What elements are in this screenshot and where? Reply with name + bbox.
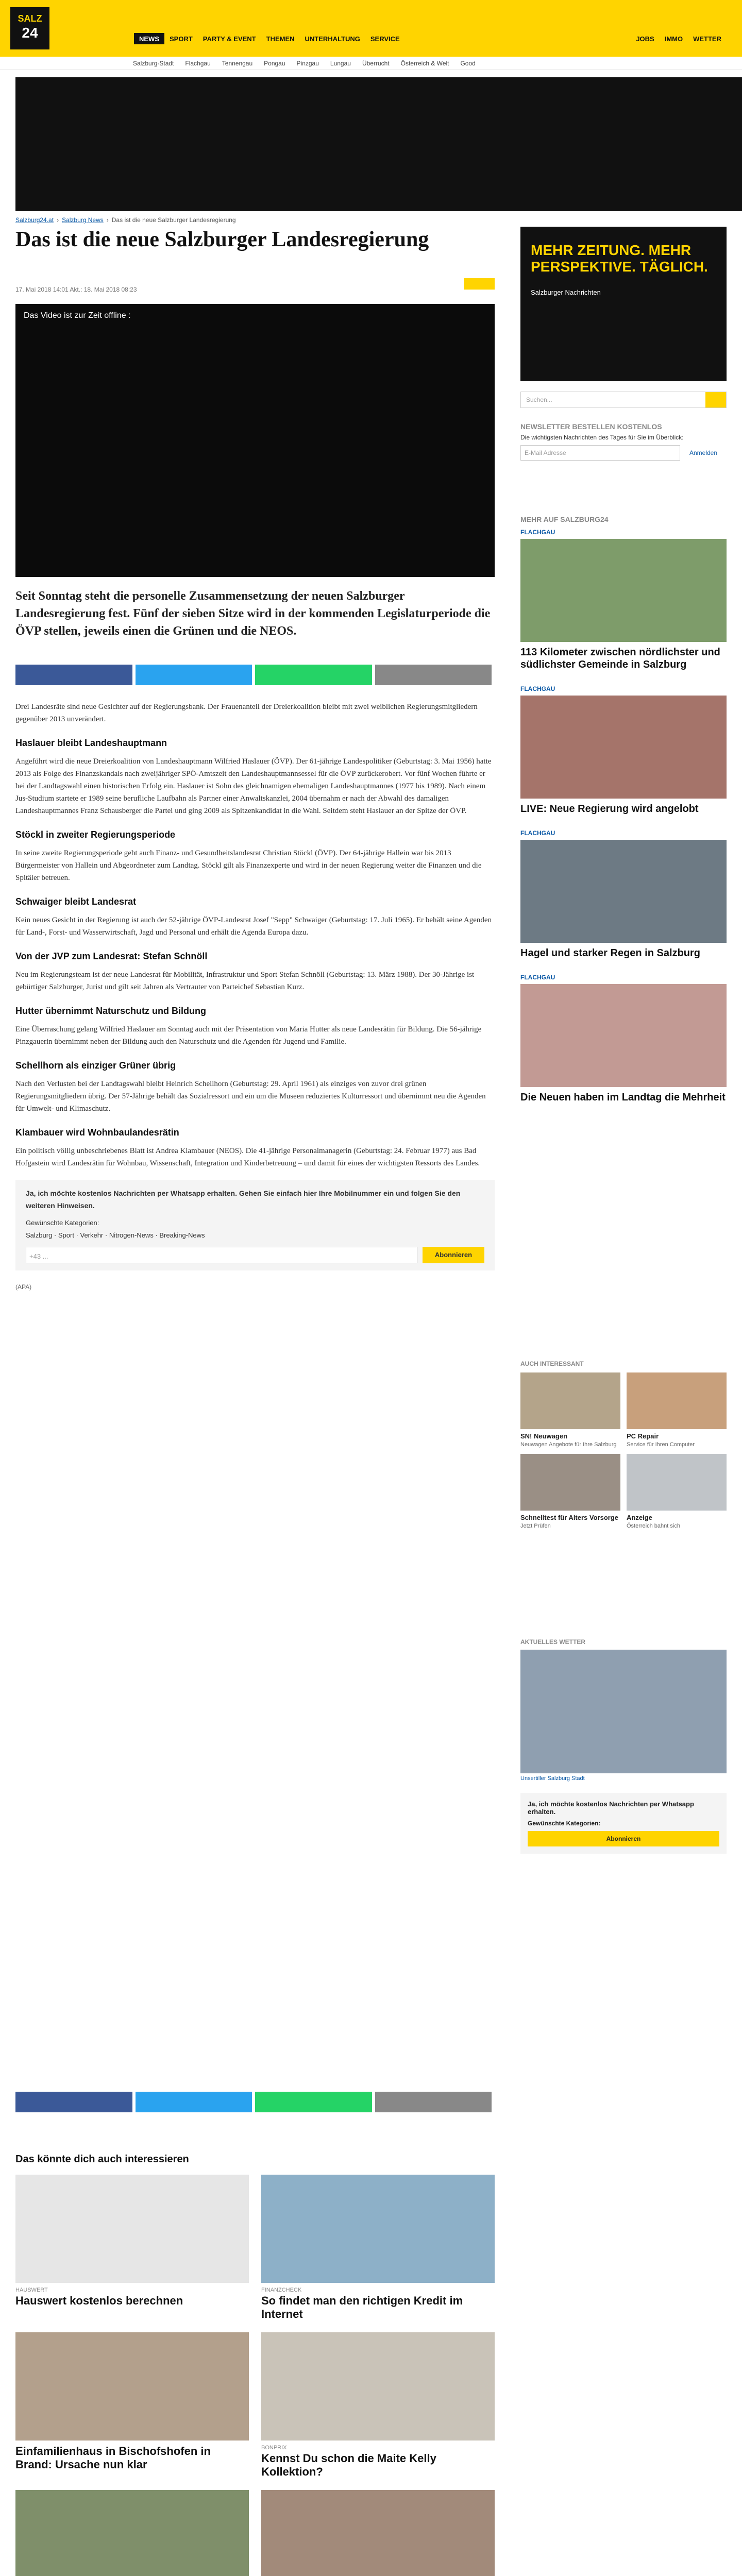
recommended-image[interactable] (261, 2490, 495, 2576)
header (0, 0, 742, 57)
secondary-navigation (631, 33, 727, 45)
sponsored-card[interactable] (627, 1372, 727, 1448)
section-text: Eine Überraschung gelang Wilfried Haslauer am Sonntag auch mit der Präsentation von Maria Hutter als neue Landesrätin für Bildung. Die 56-jährige Pinzgauerin übernimmt neben der Bildung auch den Naturschutz und die Agenden für Jugend und Familie. (15, 1025, 482, 1046)
sidebar-article[interactable] (520, 685, 727, 815)
subnav-item[interactable]: Lungau (330, 60, 351, 67)
sidebar-article-label: FLACHGAU (520, 974, 555, 981)
sidebar-promo-button[interactable]: Abonnieren (528, 1831, 719, 1846)
sidebar-article-headline[interactable]: LIVE: Neue Regierung wird angelobt (520, 803, 699, 815)
sidebar-article-label: FLACHGAU (520, 685, 555, 692)
sidebar-article[interactable] (520, 829, 727, 959)
section-text: Ein politisch völlig unbeschriebenes Blatt ist Andrea Klambauer (NEOS). Die 41-jährige Personalmanagerin (Geburtstag: 24. Februar 1977) aus Bad Hofgastein wird Landesrätin für Wohnbau, Wissenschaft, Integration und Kinderbetreuung – und damit für eines der wichtigsten Ressorts des Landes. (15, 1147, 480, 1167)
sponsored-subline: Jetzt Prüfen (520, 1523, 551, 1529)
region-navigation (0, 57, 742, 70)
site-logo[interactable] (10, 7, 49, 49)
logo-text: SALZ (18, 13, 42, 24)
twitter-share-button[interactable] (136, 2092, 252, 2112)
nav-party-event[interactable]: PARTY & EVENT (203, 35, 256, 43)
main-navigation (134, 33, 405, 44)
breadcrumb-home[interactable]: Salzburg24.at (15, 216, 54, 224)
section-text: Nach den Verlusten bei der Landtagswahl bleibt Heinrich Schellhorn (Geburtstag: 29. April 1961) als einziges von zuvor drei grünen Regierungsmitgliedern übrig. Der 57-Jährige behält das Sozialressort und ein um die Museen reduziertes Kulturressort und übernimmt neu die Agenden für Umwelt- und Klimaschutz. (15, 1080, 486, 1113)
nav-news[interactable]: NEWS (134, 33, 164, 44)
whatsapp-subscribe-button[interactable]: Abonnieren (423, 1247, 484, 1263)
whatsapp-share-button[interactable] (255, 665, 372, 685)
whatsapp-share-button[interactable] (255, 2092, 372, 2112)
whatsapp-number-input[interactable]: +43 ... (26, 1247, 417, 1263)
nav-immo[interactable]: IMMO (664, 35, 683, 43)
recommended-image[interactable] (261, 2332, 495, 2441)
nav-unterhaltung[interactable]: UNTERHALTUNG (305, 35, 360, 43)
recommended-title: Das könnte dich auch interessieren (15, 2154, 189, 2165)
section-heading: Schwaiger bleibt Landesrat (15, 896, 137, 907)
mail-share-button[interactable] (375, 2092, 492, 2112)
recommended-image[interactable] (15, 2175, 249, 2283)
sidebar-article-label: FLACHGAU (520, 529, 555, 536)
recommended-card[interactable] (261, 2490, 495, 2576)
article-lead: Seit Sonntag steht die personelle Zusammensetzung der neuen Salzburger Landesregierung fest. Fünf der sieben Sitze wird in der kommenden Legislaturperiode die ÖVP stellen, jeweils einen die Grünen und die NEOS. (15, 589, 491, 638)
sidebar-article-image[interactable] (520, 840, 727, 943)
article-source: (APA) (15, 1283, 32, 1291)
recommended-image[interactable] (15, 2490, 249, 2576)
section-heading: Hutter übernimmt Naturschutz und Bildung (15, 1006, 206, 1016)
recommended-headline[interactable]: Hauswert kostenlos berechnen (15, 2294, 183, 2307)
recommended-card[interactable] (261, 2175, 495, 2321)
twitter-share-button[interactable] (136, 665, 252, 685)
newsletter-signup (520, 422, 727, 461)
nav-jobs[interactable]: JOBS (636, 35, 654, 43)
sidebar-article-headline[interactable]: Hagel und starker Regen in Salzburg (520, 947, 700, 959)
subnav-item[interactable]: Pinzgau (296, 60, 319, 67)
article-intro: Drei Landesräte sind neue Gesichter auf der Regierungsbank. Der Frauenanteil der Dreierkoalition bleibt mit zwei weiblichen Regierungsmitgliedern gegenüber 2013 unverändert. (15, 703, 478, 723)
subnav-item[interactable]: Good (460, 60, 476, 67)
recommended-card[interactable] (15, 2332, 249, 2479)
sidebar-article-headline[interactable]: 113 Kilometer zwischen nördlichster und südlichster Gemeinde in Salzburg (520, 647, 720, 670)
section-heading: Klambauer wird Wohnbaulandesrätin (15, 1127, 179, 1138)
recommended-headline[interactable]: Kennst Du schon die Maite Kelly Kollektion? (261, 2452, 436, 2478)
article-meta: 17. Mai 2018 14:01 Akt.: 18. Mai 2018 08:23 (15, 286, 137, 293)
recommended-image[interactable] (261, 2175, 495, 2283)
sponsored-card[interactable] (520, 1372, 620, 1448)
sidebar-article-image[interactable] (520, 696, 727, 799)
section-heading: Schellhorn als einziger Grüner übrig (15, 1060, 176, 1071)
recommended-card[interactable] (261, 2332, 495, 2479)
sidebar-search[interactable] (520, 392, 727, 408)
recommended-image[interactable] (15, 2332, 249, 2441)
breadcrumb-section[interactable]: Salzburg News (62, 216, 104, 224)
breadcrumb-separator: › (106, 216, 109, 224)
section-text: Neu im Regierungsteam ist der neue Landesrat für Mobilität, Infrastruktur und Sport Stefan Schnöll (Geburtstag: 13. März 1988). Der 30-Jährige ist gebürtiger Salzburger, Jurist und gilt seit Jahren als Vertrauter von Parteichef Sebastian Kurz. (15, 971, 475, 991)
sidebar-ad-headline: MEHR ZEITUNG. MEHR PERSPEKTIVE. TÄGLICH. (531, 242, 708, 275)
article-body (15, 701, 495, 1293)
newsletter-submit-button[interactable]: Anmelden (689, 449, 718, 456)
sidebar-article[interactable] (520, 529, 727, 671)
more-articles-title: MEHR AUF SALZBURG24 (520, 515, 609, 523)
facebook-share-button[interactable] (15, 665, 132, 685)
nav-sport[interactable]: SPORT (170, 35, 193, 43)
sidebar-whatsapp-promo (520, 1793, 727, 1854)
sponsored-headline[interactable]: Anzeige (627, 1514, 652, 1521)
sidebar-ad-brand: Salzburger Nachrichten (531, 289, 601, 296)
whatsapp-promo-categories-label: Gewünschte Kategorien: (26, 1219, 99, 1227)
whatsapp-promo-title: Ja, ich möchte kostenlos Nachrichten per Whatsapp erhalten. Gehen Sie einfach hier Ihre Mobilnummer ein und folgen Sie den weiteren Hinweisen. (26, 1189, 461, 1210)
sponsored-subline: Neuwagen Angebote für Ihre Salzburg (520, 1442, 617, 1448)
sponsored-image[interactable] (520, 1372, 620, 1429)
comments-jump-button[interactable] (464, 278, 495, 290)
share-bar (15, 665, 495, 685)
section-text: In seine zweite Regierungsperiode geht auch Finanz- und Gesundheitslandesrat Christian Stöckl (ÖVP). Der 64-jährige Hallein war bis 2013 Bürgermeister von Hallein und Abgeordneter zum Landtag. Stöckl gilt als Finanzexperte und wird in der neuen Regierung weiter die Finanzen und die Spitäler betreuen. (15, 849, 482, 882)
weather-webcam (520, 1638, 727, 1782)
section-heading: Stöckl in zweiter Regierungsperiode (15, 829, 176, 840)
subnav-item[interactable]: Überrucht (362, 60, 390, 67)
newsletter-email-input[interactable]: E-Mail Adresse (520, 445, 680, 461)
recommended-source: FINANZCHECK (261, 2287, 302, 2293)
sidebar-article-image[interactable] (520, 984, 727, 1087)
breadcrumb (15, 216, 239, 224)
share-bar-bottom (15, 2092, 495, 2112)
video-player[interactable] (15, 304, 495, 577)
video-offline-message: Das Video ist zur Zeit offline : (24, 311, 131, 320)
logo-number: 24 (22, 25, 38, 41)
subnav-item[interactable]: Tennengau (222, 60, 253, 67)
breadcrumb-separator: › (57, 216, 59, 224)
newsletter-title: NEWSLETTER BESTELLEN KOSTENLOS (520, 422, 662, 431)
article-title: Das ist die neue Salzburger Landesregierung (15, 228, 429, 251)
top-advertisement[interactable] (15, 77, 742, 211)
sponsored-headline[interactable]: SN! Neuwagen (520, 1432, 568, 1440)
sponsored-image[interactable] (520, 1454, 620, 1511)
nav-service[interactable]: SERVICE (370, 35, 400, 43)
breadcrumb-current: Das ist die neue Salzburger Landesregierung (111, 216, 236, 224)
sidebar-article-label: FLACHGAU (520, 829, 555, 837)
subnav-item[interactable]: Flachgau (185, 60, 211, 67)
recommended-card[interactable] (15, 2175, 249, 2321)
section-text: Kein neues Gesicht in der Regierung ist auch der 52-jährige ÖVP-Landesrat Josef "Sepp" Schwaiger (Geburtstag: 17. Juli 1965). Er behält seine Agenden für Land-, Forst- und Wasserwirtschaft, Jagd und Personal und erhält die Agenda Europa dazu. (15, 916, 492, 937)
sidebar-article-image[interactable] (520, 539, 727, 642)
search-icon[interactable] (705, 392, 726, 408)
sponsored-image[interactable] (627, 1454, 727, 1511)
recommended-headline[interactable]: So findet man den richtigen Kredit im Internet (261, 2294, 463, 2320)
sponsored-image[interactable] (627, 1372, 727, 1429)
sponsored-headline[interactable]: PC Repair (627, 1432, 659, 1440)
whatsapp-promo-categories[interactable]: Salzburg · Sport · Verkehr · Nitrogen-News · Breaking-News (26, 1231, 205, 1239)
section-heading: Haslauer bleibt Landeshauptmann (15, 738, 167, 748)
sidebar-advertisement[interactable] (520, 227, 727, 381)
webcam-image[interactable] (520, 1650, 727, 1773)
sidebar-article[interactable] (520, 974, 727, 1104)
interest-title: AUCH INTERESSANT (520, 1360, 584, 1367)
sponsored-card[interactable] (520, 1454, 620, 1529)
more-articles (520, 515, 727, 1118)
subnav-item[interactable]: Österreich & Welt (400, 60, 449, 67)
sidebar-promo-title: Ja, ich möchte kostenlos Nachrichten per Whatsapp erhalten. (528, 1800, 694, 1816)
nav-wetter[interactable]: WETTER (693, 35, 721, 43)
recommended-headline[interactable]: Einfamilienhaus in Bischofshofen in Brand: Ursache nun klar (15, 2445, 211, 2471)
sponsored-subline: Service für Ihren Computer (627, 1442, 695, 1448)
sidebar-promo-categories: Gewünschte Kategorien: (528, 1820, 601, 1827)
section-text: Angeführt wird die neue Dreierkoalition von Landeshauptmann Wilfried Haslauer (ÖVP). Der 61-jährige Landespolitiker (Geburtstag: 3. Mai 1956) hatte 2013 als Folge des Finanzskandals nach zweijähriger SPÖ-Amtszeit den Landeshauptmannsessel für die ÖVP zurückerobert. Vor fünf Wochen führte er bei der Landtagswahl einen historischen Erfolg ein. Haslauer ist Sohn des gleichnamigen ehemaligen Landeshauptmannes (1977 bis 1989). Nach einem Jus-Studium startete er 1989 seine berufliche Laufbahn als Partner einer Anwaltskanzlei, 2004 übernahm er nach der Abwahl des damaligen Landeshauptmannes Franz Schausberger die Partei und ging 2009 als Spitzenkandidat in die Wahl. Seitdem steht Haslauer an der Spitze der ÖVP. (15, 757, 492, 815)
sponsored-card[interactable] (627, 1454, 727, 1529)
subnav-item[interactable]: Pongau (264, 60, 285, 67)
recommended-section (15, 2154, 495, 2576)
webcam-caption[interactable]: Unsertiller Salzburg Stadt (520, 1775, 585, 1782)
section-heading: Von der JVP zum Landesrat: Stefan Schnöll (15, 951, 208, 961)
recommended-card[interactable] (15, 2490, 249, 2576)
sidebar-article-headline[interactable]: Die Neuen haben im Landtag die Mehrheit (520, 1092, 726, 1103)
recommended-source: HAUSWERT (15, 2287, 48, 2293)
sponsored-interest (520, 1360, 727, 1529)
search-placeholder: Suchen... (526, 396, 552, 403)
sponsored-headline[interactable]: Schnelltest für Alters Vorsorge (520, 1514, 618, 1521)
recommended-source: BONPRIX (261, 2445, 287, 2451)
nav-themen[interactable]: THEMEN (266, 35, 295, 43)
sponsored-subline: Österreich bahnt sich (627, 1523, 680, 1529)
mail-share-button[interactable] (375, 665, 492, 685)
newsletter-subtitle: Die wichtigsten Nachrichten des Tages für Sie im Überblick: (520, 434, 684, 441)
webcam-title: AKTUELLES WETTER (520, 1638, 585, 1646)
subnav-item[interactable]: Salzburg-Stadt (133, 60, 174, 67)
facebook-share-button[interactable] (15, 2092, 132, 2112)
whatsapp-promo (15, 1180, 495, 1270)
